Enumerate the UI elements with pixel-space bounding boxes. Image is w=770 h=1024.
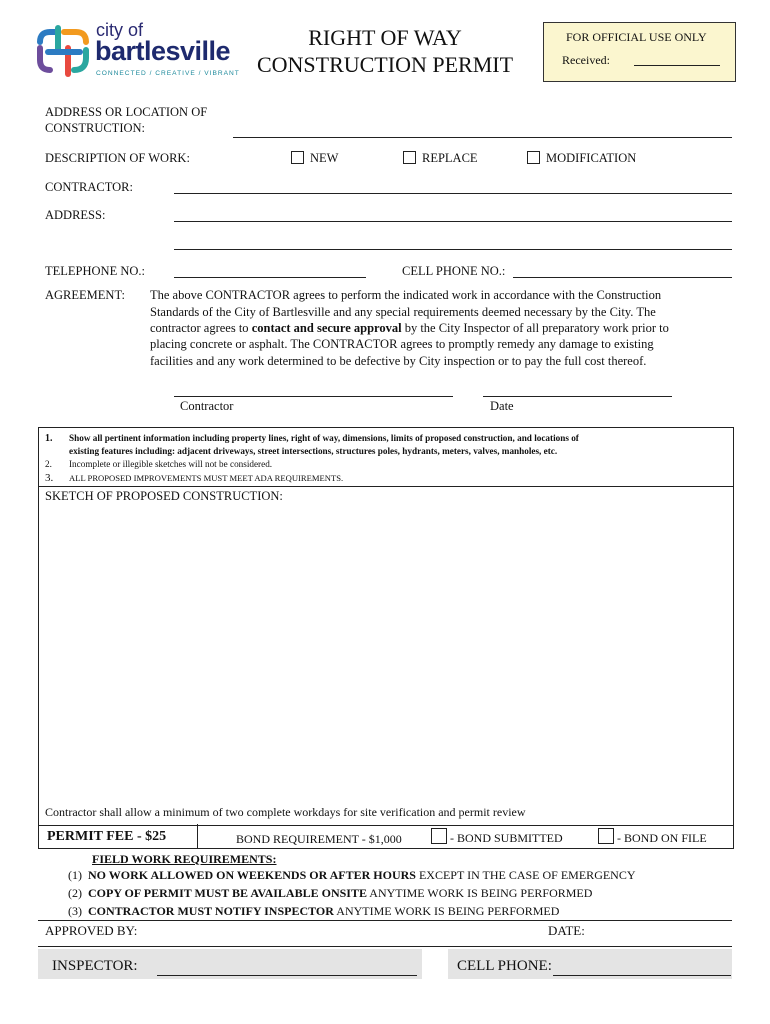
telephone-field[interactable] xyxy=(174,277,366,278)
note-1-line-1: Show all pertinent information including property lines, right of way, dimensions, limits of proposed construction, and locations of xyxy=(69,433,579,443)
form-title-line1: RIGHT OF WAY xyxy=(308,25,462,50)
sketch-notes-box xyxy=(38,427,734,487)
bond-on-file-label: - BOND ON FILE xyxy=(617,831,707,845)
bond-requirement-label: BOND REQUIREMENT - $1,000 xyxy=(236,832,402,846)
agreement-line-4: placing concrete or asphalt. The CONTRACTOR agrees to promptly remedy any damage to existing xyxy=(150,337,654,351)
agreement-line-3c: by the City Inspector of all preparatory work prior to xyxy=(401,321,669,335)
requirement-1-rest: EXCEPT IN THE CASE OF EMERGENCY xyxy=(415,868,636,882)
official-use-heading: FOR OFFICIAL USE ONLY xyxy=(566,30,707,44)
note-1-number: 1. xyxy=(45,433,53,444)
cell-phone-field[interactable] xyxy=(513,277,732,278)
sketch-footer-note: Contractor shall allow a minimum of two complete workdays for site verification and permit review xyxy=(45,805,526,819)
received-label: Received: xyxy=(562,53,610,67)
address-location-label-1: ADDRESS OR LOCATION OF xyxy=(45,105,208,119)
requirement-3-number: (3) xyxy=(68,904,82,918)
city-logo-mark-icon xyxy=(34,24,92,80)
replace-checkbox[interactable] xyxy=(403,151,416,164)
bond-submitted-checkbox[interactable] xyxy=(431,828,447,844)
requirement-1-bold: NO WORK ALLOWED ON WEEKENDS OR AFTER HOURS xyxy=(88,868,416,882)
form-title-line2: CONSTRUCTION PERMIT xyxy=(256,52,514,77)
requirement-2-rest: ANYTIME WORK IS BEING PERFORMED xyxy=(366,886,593,900)
fee-row xyxy=(38,824,734,849)
address-field-1[interactable] xyxy=(174,221,732,222)
agreement-line-3 xyxy=(150,321,669,336)
inspector-cell-field[interactable] xyxy=(553,975,731,976)
modification-checkbox[interactable] xyxy=(527,151,540,164)
modification-label: MODIFICATION xyxy=(546,151,637,165)
requirement-2 xyxy=(68,886,592,901)
contractor-label: CONTRACTOR: xyxy=(45,180,133,194)
address-location-label-2: CONSTRUCTION: xyxy=(45,121,146,135)
fee-divider xyxy=(197,824,198,848)
approval-date-label: DATE: xyxy=(548,923,585,938)
new-checkbox[interactable] xyxy=(291,151,304,164)
bond-on-file-checkbox[interactable] xyxy=(598,828,614,844)
contractor-signature-label: Contractor xyxy=(180,399,234,413)
signature-date-field[interactable] xyxy=(483,396,672,397)
replace-label: REPLACE xyxy=(422,151,478,165)
city-logo xyxy=(34,22,244,82)
agreement-line-1: The above CONTRACTOR agrees to perform the indicated work in accordance with the Construction xyxy=(150,288,662,302)
note-3-text: ALL PROPOSED IMPROVEMENTS MUST MEET ADA REQUIREMENTS. xyxy=(69,473,344,483)
received-field[interactable] xyxy=(634,65,720,66)
address-label: ADDRESS: xyxy=(45,208,106,222)
agreement-line-2: Standards of the City of Bartlesville and any special requirements deemed necessary by the City. The xyxy=(150,305,656,319)
requirement-2-bold: COPY OF PERMIT MUST BE AVAILABLE ONSITE xyxy=(88,886,367,900)
address-field-2[interactable] xyxy=(174,249,732,250)
approval-divider xyxy=(38,946,732,947)
description-label: DESCRIPTION OF WORK: xyxy=(45,151,190,165)
telephone-label: TELEPHONE NO.: xyxy=(45,264,145,278)
requirement-3 xyxy=(68,904,559,919)
sketch-area[interactable] xyxy=(38,486,734,826)
new-label: NEW xyxy=(310,151,339,165)
address-location-field[interactable] xyxy=(233,137,732,138)
agreement-line-3a: contractor agrees to xyxy=(150,321,252,335)
agreement-label: AGREEMENT: xyxy=(45,288,125,302)
permit-fee-label: PERMIT FEE - $25 xyxy=(47,829,167,844)
agreement-line-3b: contact and secure approval xyxy=(251,321,402,335)
field-work-heading: FIELD WORK REQUIREMENTS: xyxy=(92,852,277,866)
logo-city-text: city of xyxy=(96,20,144,40)
approved-by-label: APPROVED BY: xyxy=(45,923,138,938)
requirement-3-bold: CONTRACTOR MUST NOTIFY INSPECTOR xyxy=(88,904,334,918)
inspector-cell-label: CELL PHONE: xyxy=(457,958,552,974)
bond-submitted-label: - BOND SUBMITTED xyxy=(450,831,563,845)
inspector-field[interactable] xyxy=(157,975,417,976)
cell-phone-label: CELL PHONE NO.: xyxy=(402,264,506,278)
note-2-text: Incomplete or illegible sketches will not be considered. xyxy=(69,459,273,469)
logo-name-text: bartlesville xyxy=(95,36,231,66)
agreement-line-5: facilities and any work determined to be defective by City inspection or to pay the full cost thereof. xyxy=(150,354,647,368)
note-3-number: 3. xyxy=(45,472,54,484)
requirement-2-number: (2) xyxy=(68,886,82,900)
official-use-box xyxy=(543,22,736,82)
requirements-divider xyxy=(38,920,732,921)
requirement-1 xyxy=(68,868,636,883)
inspector-label: INSPECTOR: xyxy=(52,958,138,974)
signature-date-label: Date xyxy=(490,399,514,413)
note-2-number: 2. xyxy=(45,459,52,469)
contractor-field[interactable] xyxy=(174,193,732,194)
note-1-line-2: existing features including: adjacent driveways, street intersections, structures poles, hydrants, meters, valves, manholes, etc. xyxy=(69,446,558,456)
sketch-heading: SKETCH OF PROPOSED CONSTRUCTION: xyxy=(45,489,283,503)
requirement-1-number: (1) xyxy=(68,868,82,882)
requirement-3-rest: ANYTIME WORK IS BEING PERFORMED xyxy=(333,904,560,918)
contractor-signature-field[interactable] xyxy=(174,396,453,397)
logo-tagline: CONNECTED / CREATIVE / VIBRANT xyxy=(96,70,240,77)
